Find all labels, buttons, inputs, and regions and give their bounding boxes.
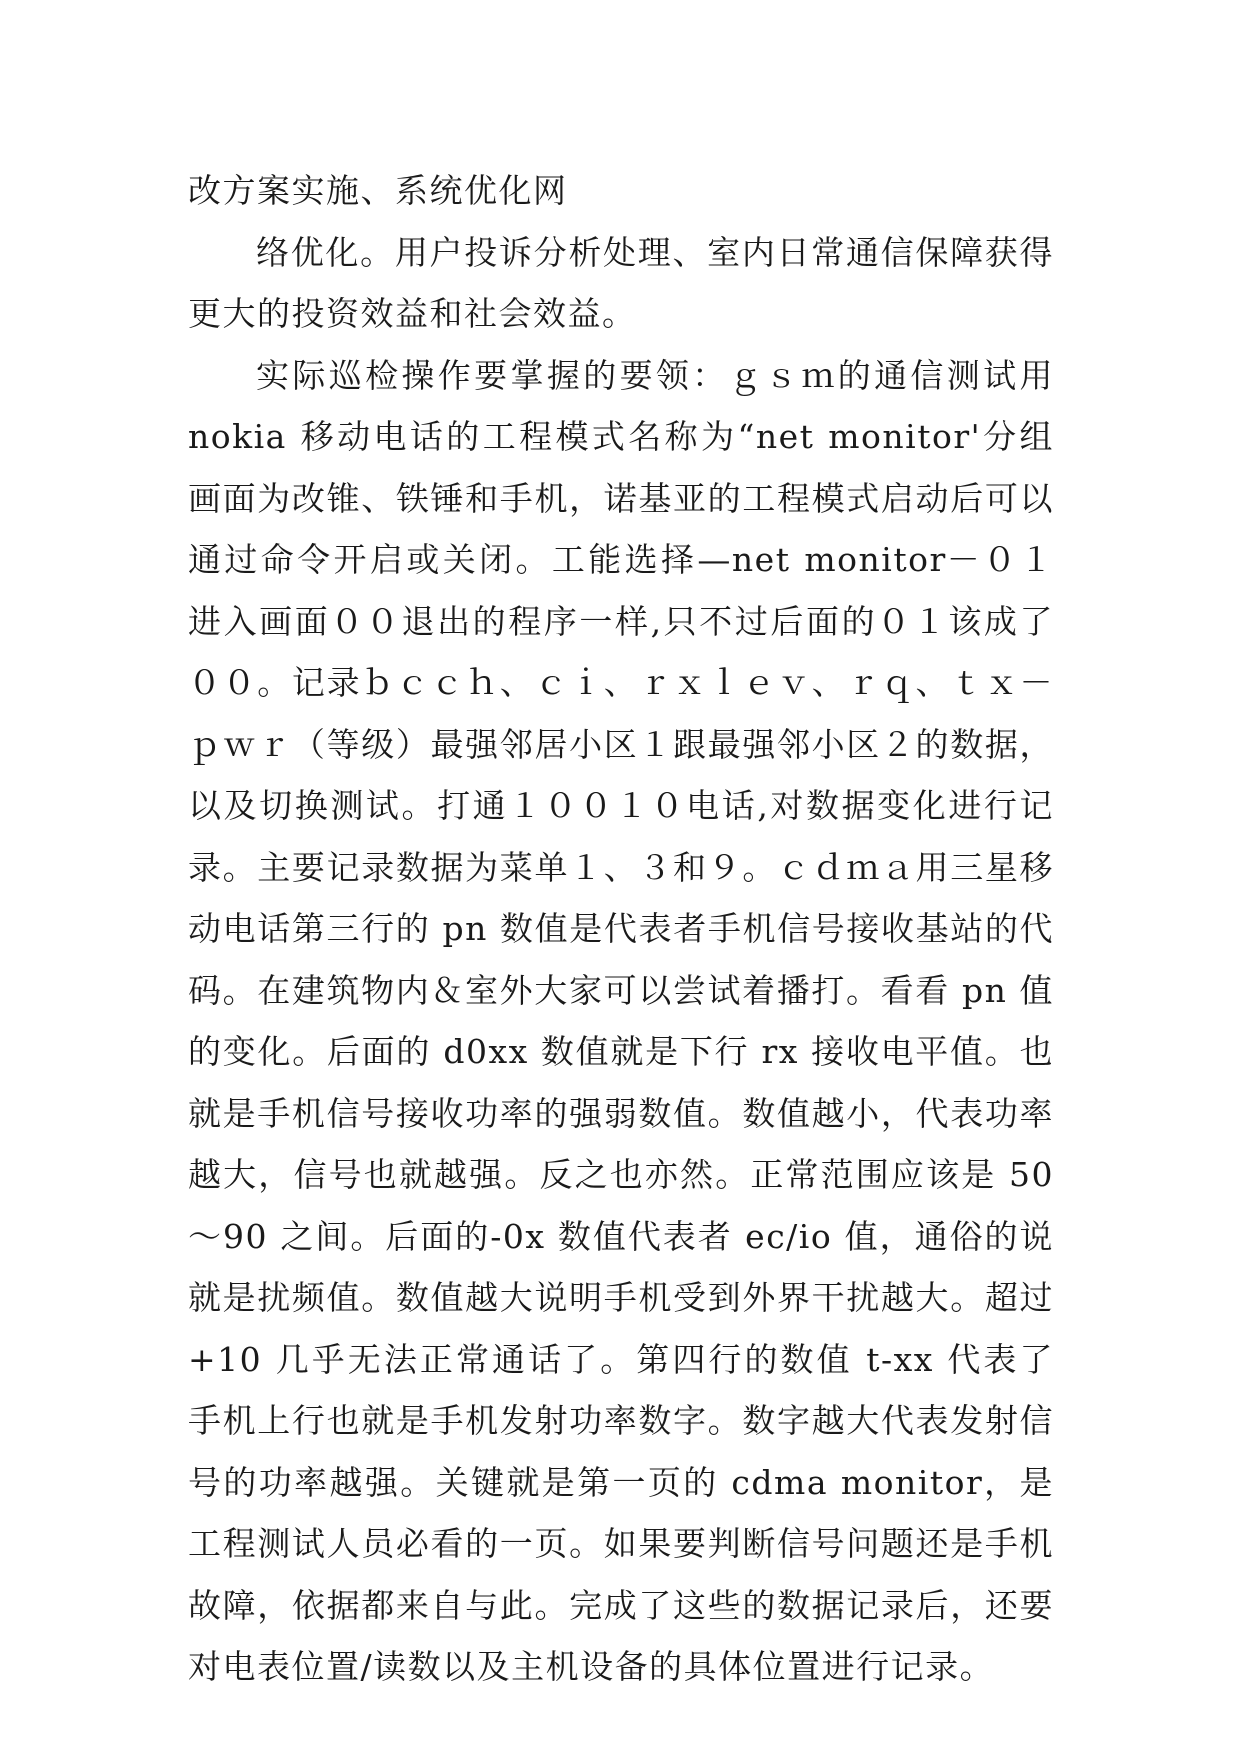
paragraph-inspection-procedure: 实际巡检操作要掌握的要领：ｇｓｍ的通信测试用 nokia 移动电话的工程模式名称为“net monitor'分组画面为改锥、铁锤和手机，诺基亚的工程模式启动后可以通过命令开启或关闭。工能选择—net monitor－０１进入画面００退出的程序一样,只不过后面的０１该成了００。记录ｂｃｃｈ、ｃｉ、ｒｘｌｅｖ、ｒｑ、ｔｘ－ｐｗｒ（等级）最强邻居小区１跟最强邻小区２的数据，以及切换测试。打通１００１０电话,对数据变化进行记录。主要记录数据为菜单１、３和９。ｃｄｍａ用三星移动电话第三行的 pn 数值是代表者手机信号接收基站的代码。在建筑物内＆室外大家可以尝试着播打。看看 pn 值的变化。后面的 d0xx 数值就是下行 rx 接收电平值。也就是手机信号接收功率的强弱数值。数值越小，代表功率越大，信号也就越强。反之也亦然。正常范围应该是 50～90 之间。后面的-0x 数值代表者 ec/io 值，通俗的说就是扰频值。数值越大说明手机受到外界干扰越大。超过+10 几乎无法正常通话了。第四行的数值 t-xx 代表了手机上行也就是手机发射功率数字。数字越大代表发射信号的功率越强。关键就是第一页的 cdma monitor，是工程测试人员必看的一页。如果要判断信号问题还是手机故障，依据都来自与此。完成了这些的数据记录后，还要对电表位置/读数以及主机设备的具体位置进行记录。 <box>188 355 1054 1686</box>
paragraph-network-optimization: 络优化。用户投诉分析处理、室内日常通信保障获得更大的投资效益和社会效益。 <box>188 232 1054 333</box>
paragraph-continuation: 改方案实施、系统优化网 <box>188 171 568 210</box>
document-body <box>188 160 1054 1698</box>
